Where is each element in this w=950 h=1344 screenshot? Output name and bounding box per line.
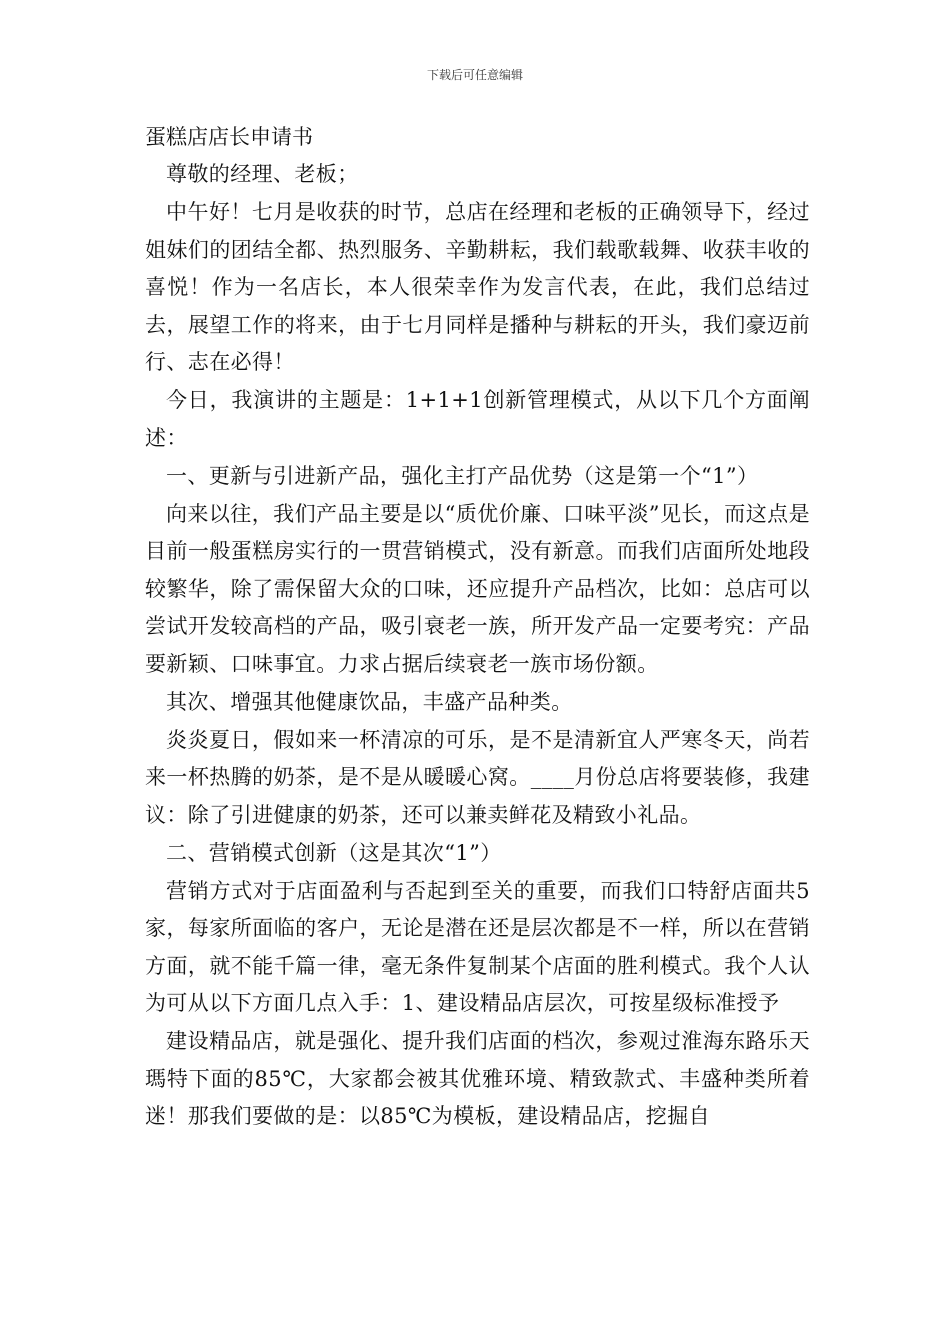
subheading-drinks: 其次、增强其他健康饮品，丰盛产品种类。 [166, 689, 573, 714]
header-note: 下载后可任意编辑 [426, 68, 523, 82]
paragraph-products: 向来以往，我们产品主要是以“质优价廉、口味平淡”见长，而这点是目前一般蛋糕房实行的一贯营销模式，没有新意。而我们店面所处地段较繁华，除了需保留大众的口味，还应提升产品档次，比如：总店可以尝试开发较高档的产品，吸引衰老一族，所开发产品一定要考究：产品要新颖、口味事宜。力求占据后续衰老一族市场份额。 [145, 501, 810, 676]
paragraph-marketing: 营销方式对于店面盈利与否起到至关的重要，而我们口特舒店面共5家，每家所面临的客户，无论是潜在还是层次都是不一样，所以在营销方面，就不能千篇一律，毫无条件复制某个店面的胜利模式。我个人认为可从以下方面几点入手：1、建设精品店层次，可按星级标准授予 [145, 878, 810, 1015]
salutation: 尊敬的经理、老板； [166, 162, 359, 186]
paragraph-boutique: 建设精品店，就是强化、提升我们店面的档次，参观过淮海东路乐天瑪特下面的85℃，大家都会被其优雅环境、精致款式、丰盛种类所着迷！那我们要做的是：以85℃为模板，建设精品店，挖掘自 [145, 1029, 810, 1128]
paragraph-theme: 今日，我演讲的主题是：1+1+1创新管理模式，从以下几个方面阐述： [145, 388, 810, 450]
paragraph-opening: 中午好！七月是收获的时节，总店在经理和老板的正确领导下，经过姐妹们的团结全都、热烈服务、辛勤耕耘，我们载歌载舞、收获丰收的喜悦！作为一名店长，本人很荣幸作为发言代表，在此，我们总结过去，展望工作的将来，由于七月同样是播种与耕耘的开头，我们豪迈前行、志在必得！ [145, 200, 810, 374]
paragraph-drinks: 炎炎夏日，假如来一杯清凉的可乐，是不是清新宜人严寒冬天，尚若来一杯热腾的奶茶，是不是从暖暖心窝。____月份总店将要装修，我建议：除了引进健康的奶茶，还可以兼卖鲜花及精致小礼品。 [145, 727, 810, 827]
section-heading-1: 一、更新与引进新产品，强化主打产品优势（这是第一个“1”） [166, 463, 759, 488]
document-body [145, 118, 810, 1136]
section-heading-2: 二、营销模式创新（这是其次“1”） [166, 840, 502, 865]
document-title: 蛋糕店店长申请书 [145, 125, 313, 149]
